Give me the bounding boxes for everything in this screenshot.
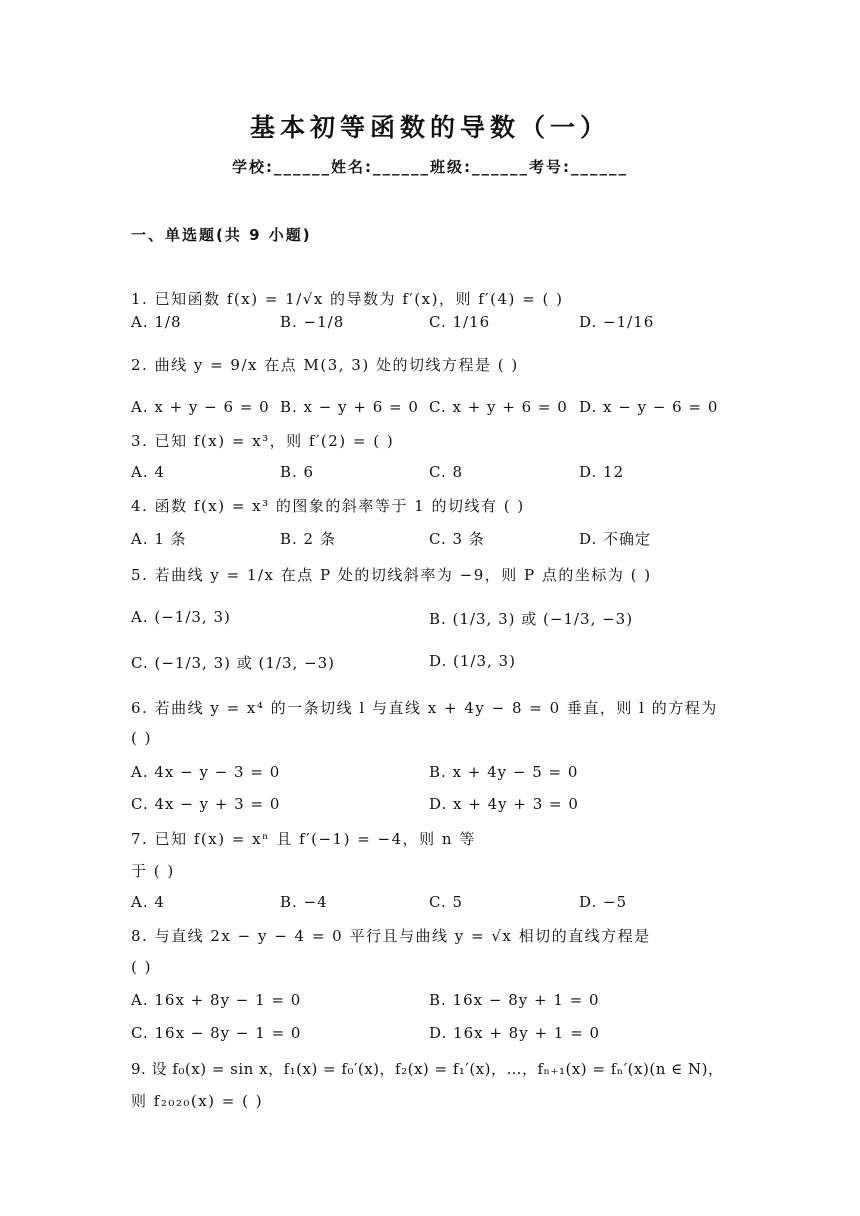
question-6-option-c: C. 4x − y + 3 = 0 (131, 795, 281, 813)
question-7-option-b: B. −4 (280, 893, 328, 911)
question-7-options (131, 893, 731, 917)
question-4-options (131, 528, 731, 552)
question-4-option-b: B. 2 条 (280, 530, 336, 548)
question-2-option-d: D. x − y − 6 = 0 (579, 398, 719, 416)
question-1-option-c: C. 1/16 (429, 313, 491, 331)
question-9-stem: 9. 设 f₀(x) = sin x，f₁(x) = f₀′(x)，f₂(x) = f₁′(x)，…，fₙ₊₁(x) = fₙ′(x)(n ∈ N)， (131, 1060, 724, 1078)
question-9-stem-cont: 则 f₂₀₂₀(x) = ( ) (131, 1092, 264, 1110)
question-1-option-b: B. −1/8 (280, 313, 345, 331)
question-7-option-a: A. 4 (131, 893, 165, 911)
question-4-option-d: D. 不确定 (579, 530, 652, 548)
question-4-stem: 4. 函数 f(x) = x³ 的图象的斜率等于 1 的切线有 ( ) (131, 497, 525, 515)
question-2-option-a: A. x + y − 6 = 0 (131, 398, 270, 416)
question-8-stem-cont: ( ) (131, 958, 152, 976)
question-5-option-d: D. (1/3, 3) (429, 652, 516, 670)
question-6-options-row-1 (131, 763, 731, 787)
question-8-option-d: D. 16x + 8y + 1 = 0 (429, 1024, 600, 1042)
question-6-stem-cont: ( ) (131, 729, 152, 747)
question-3-option-a: A. 4 (131, 463, 165, 481)
student-info-line: 学校:______姓名:______班级:______考号:______ (232, 158, 628, 176)
question-6-option-a: A. 4x − y − 3 = 0 (131, 763, 281, 781)
question-6-options-row-2 (131, 795, 731, 819)
question-7-stem-cont: 于 ( ) (131, 862, 175, 880)
question-6-option-d: D. x + 4y + 3 = 0 (429, 795, 579, 813)
question-5-option-a: A. (−1/3, 3) (131, 608, 231, 626)
question-2-option-c: C. x + y + 6 = 0 (429, 398, 568, 416)
question-5-option-c: C. (−1/3, 3) 或 (1/3, −3) (131, 654, 336, 672)
question-4-option-a: A. 1 条 (131, 530, 187, 548)
question-5-option-b: B. (1/3, 3) 或 (−1/3, −3) (429, 610, 634, 628)
question-8-options-row-1 (131, 991, 731, 1015)
question-7-option-d: D. −5 (579, 893, 628, 911)
question-2-options (131, 398, 731, 422)
question-2-option-b: B. x − y + 6 = 0 (280, 398, 419, 416)
question-7-stem: 7. 已知 f(x) = xⁿ 且 f′(−1) = −4，则 n 等 (131, 830, 476, 848)
question-3-option-d: D. 12 (579, 463, 625, 481)
question-3-option-c: C. 8 (429, 463, 464, 481)
question-5-options-row-1 (131, 608, 731, 632)
question-7-option-c: C. 5 (429, 893, 464, 911)
page-title: 基本初等函数的导数（一） (249, 113, 610, 142)
question-8-option-c: C. 16x − 8y − 1 = 0 (131, 1024, 302, 1042)
question-5-stem: 5. 若曲线 y = 1/x 在点 P 处的切线斜率为 −9，则 P 点的坐标为 ( ) (131, 566, 652, 584)
question-1-stem: 1. 已知函数 f(x) = 1/√x 的导数为 f′(x)，则 f′(4) = ( ) (131, 290, 564, 308)
question-6-stem: 6. 若曲线 y = x⁴ 的一条切线 l 与直线 x + 4y − 8 = 0 垂直，则 l 的方程为 (131, 699, 718, 717)
question-8-option-a: A. 16x + 8y − 1 = 0 (131, 991, 302, 1009)
question-1-option-d: D. −1/16 (579, 313, 655, 331)
question-3-stem: 3. 已知 f(x) = x³，则 f′(2) = ( ) (131, 432, 395, 450)
question-8-stem: 8. 与直线 2x − y − 4 = 0 平行且与曲线 y = √x 相切的直线方程是 (131, 927, 651, 945)
question-1-option-a: A. 1/8 (131, 313, 182, 331)
question-6-option-b: B. x + 4y − 5 = 0 (429, 763, 579, 781)
question-8-options-row-2 (131, 1024, 731, 1048)
question-5-options-row-2 (131, 652, 731, 676)
question-3-option-b: B. 6 (280, 463, 315, 481)
question-3-options (131, 463, 731, 487)
question-1-options (131, 313, 731, 337)
section-heading: 一、单选题(共 9 小题) (131, 226, 312, 244)
question-2-stem: 2. 曲线 y = 9/x 在点 M(3, 3) 处的切线方程是 ( ) (131, 356, 519, 374)
question-4-option-c: C. 3 条 (429, 530, 485, 548)
question-8-option-b: B. 16x − 8y + 1 = 0 (429, 991, 600, 1009)
